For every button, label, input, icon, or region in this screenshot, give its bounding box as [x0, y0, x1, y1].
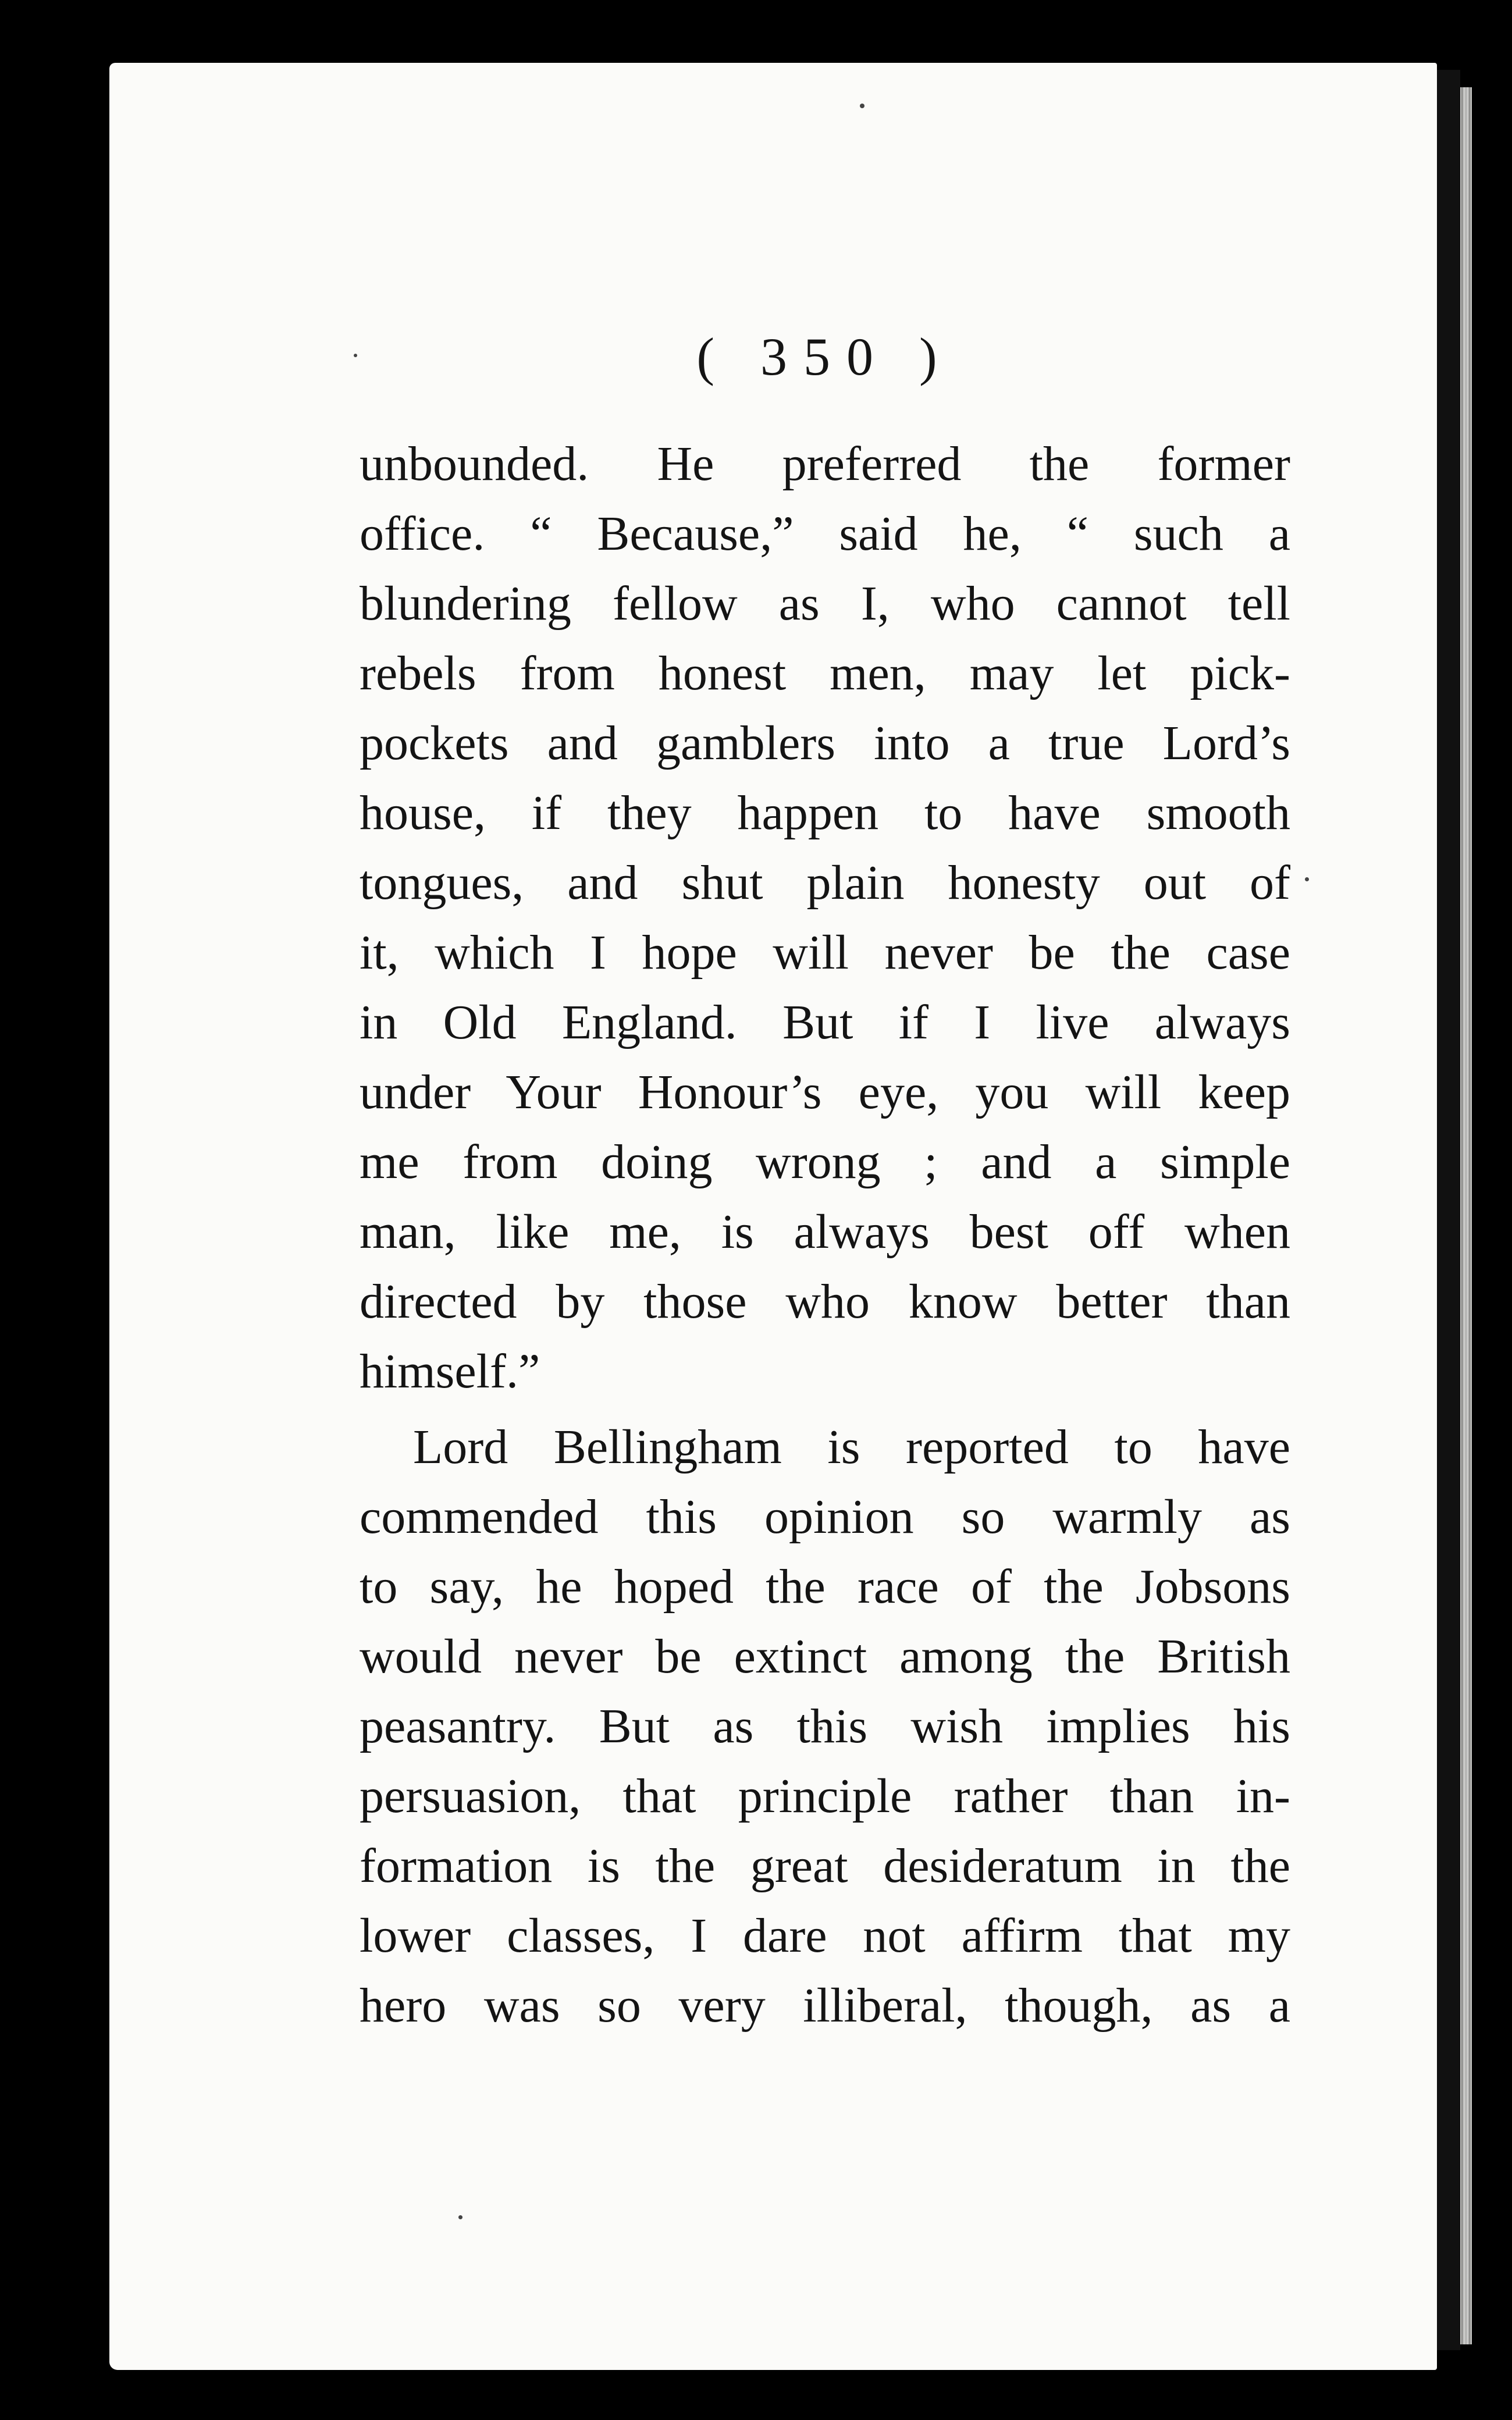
text-line: to say, he hoped the race of the Jobsons [360, 1560, 1290, 1614]
text-line: in Old England. But if I live always [360, 995, 1290, 1049]
text-line: office. “ Because,” said he, “ such a [360, 507, 1290, 561]
text-line: man, like me, is always best off when [360, 1205, 1290, 1259]
text-line: peasantry. But as this wish implies his [360, 1699, 1290, 1753]
text-line: tongues, and shut plain honesty out of [360, 856, 1290, 910]
text-line: lower classes, I dare not affirm that my [360, 1909, 1290, 1963]
text-line: persuasion, that principle rather than in- [360, 1769, 1290, 1823]
paper-speck [860, 104, 864, 108]
text-line: hero was so very illiberal, though, as a [360, 1978, 1290, 2033]
text-line: me from doing wrong ; and a simple [360, 1135, 1290, 1189]
text-line: Lord Bellingham is reported to have [413, 1420, 1290, 1474]
page-number: ( 350 ) [696, 327, 954, 386]
text-line: commended this opinion so warmly as [360, 1490, 1290, 1544]
text-line: blundering fellow as I, who cannot tell [360, 576, 1290, 631]
text-line: pockets and gamblers into a true Lord’s [360, 716, 1290, 770]
paper-speck [458, 2215, 463, 2219]
text-line: directed by those who know better than [360, 1275, 1290, 1329]
text-line: would never be extinct among the British [360, 1629, 1290, 1684]
text-line: under Your Honour’s eye, you will keep [360, 1065, 1290, 1119]
page-edge-shadow [1437, 70, 1460, 2350]
text-line: unbounded. He preferred the former [360, 437, 1290, 491]
text-line: it, which I hope will never be the case [360, 926, 1290, 980]
paper-speck [1305, 877, 1309, 881]
text-line: house, if they happen to have smooth [360, 786, 1290, 840]
paper-speck [354, 354, 357, 357]
text-line: formation is the great desideratum in the [360, 1839, 1290, 1893]
text-line: rebels from honest men, may let pick- [360, 646, 1290, 700]
text-line: himself.” [360, 1344, 540, 1398]
